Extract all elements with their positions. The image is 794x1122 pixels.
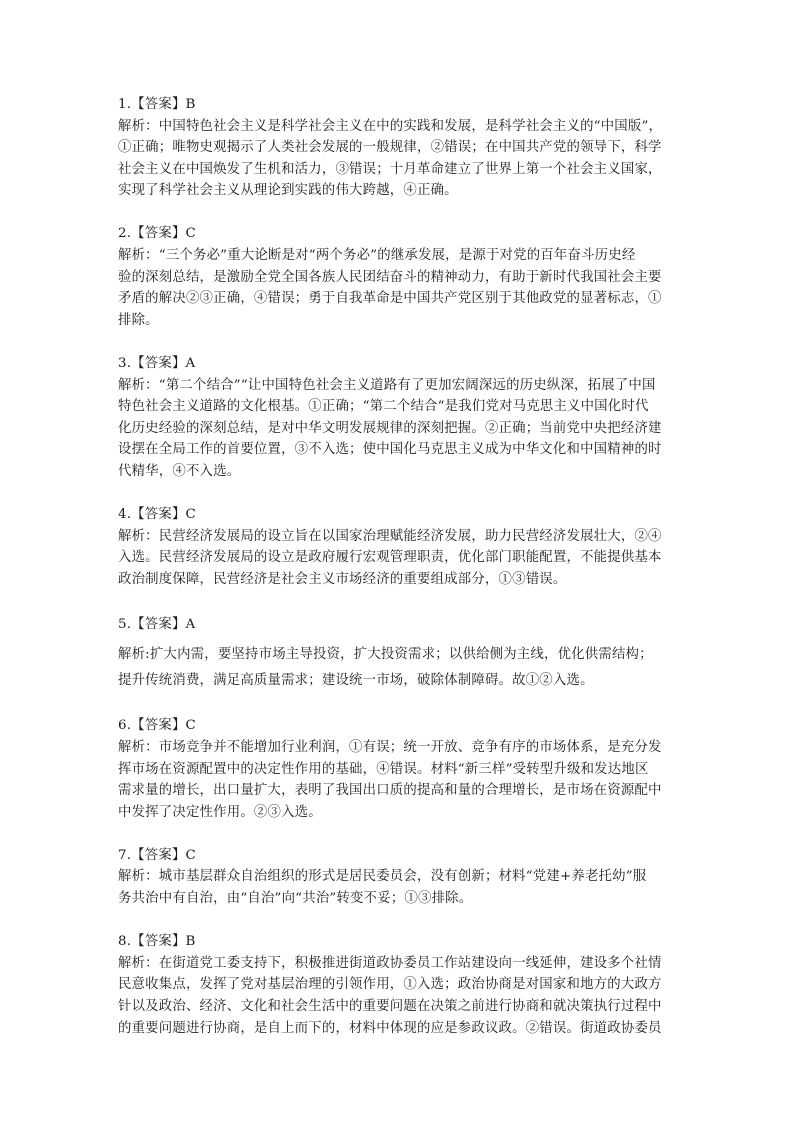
answer-heading: 4.【答案】C <box>118 507 196 522</box>
explanation-line: 的重要问题进行协商，是自上而下的，材料中体现的应是参政议政。②错误。街道政协委员 <box>118 1020 662 1036</box>
explanation-line: ①正确；唯物史观揭示了人类社会发展的一般规律，②错误；在中国共产党的领导下，科学 <box>118 140 662 156</box>
explanation-line: 务共治中有自治，由“自治”向“共治”转变不妥；①③排除。 <box>118 891 473 907</box>
explanation-line: 矛盾的解决②③正确，④错误；勇于自我革命是中国共产党区别于其他政党的显著标志，① <box>118 291 662 307</box>
explanation-line: 社会主义在中国焕发了生机和活力，③错误；十月革命建立了世界上第一个社会主义国家， <box>118 161 662 177</box>
explanation-line: 代精华，④不入选。 <box>118 463 241 479</box>
explanation-line: 解析：在街道党工委支持下，积极推进街道政协委员工作站建设向一线延伸，建设多个社情 <box>118 955 662 971</box>
explanation-line: 设摆在全局工作的首要位置，③不入选；使中国化马克思主义成为中华文化和中国精神的时 <box>118 442 662 458</box>
explanation-line: 解析：“第二个结合”“让中国特色社会主义道路有了更加宏阔深远的历史纵深，拓展了中国 <box>118 377 656 393</box>
answer-heading: 7.【答案】C <box>118 847 196 863</box>
explanation-line: 入选。民营经济发展局的设立是政府履行宏观管理职责，优化部门职能配置，不能提供基本 <box>118 550 662 566</box>
answer-heading: 1.【答案】B <box>118 97 196 112</box>
answer-item-1 <box>118 94 683 202</box>
answer-item-8 <box>118 931 683 1039</box>
explanation-line: 解析：“三个务必”重大论断是对“两个务必”的继承发展，是源于对党的百年奋斗历史经 <box>118 248 636 264</box>
explanation-line: 实现了科学社会主义从理论到实践的伟大跨越，④正确。 <box>118 183 458 199</box>
explanation-line: 政治制度保障，民营经济是社会主义市场经济的重要组成部分，①③错误。 <box>118 571 567 587</box>
explanation-line: 需求量的增长，出口量扩大，表明了我国出口质的提高和量的合理增长，是市场在资源配中 <box>118 783 662 799</box>
explanation-line: 解析：中国特色社会主义是科学社会主义在中的实践和发展，是科学社会主义的“中国版”， <box>118 118 663 134</box>
explanation-line: 挥市场在资源配置中的决定性作用的基础，④错误。材料“新三样”受转型升级和发达地区 <box>118 761 649 777</box>
explanation-line: 特色社会主义道路的文化根基。①正确；“第二个结合“是我们党对马克思主义中国化时代 <box>118 399 649 415</box>
answer-heading: 3.【答案】A <box>118 355 196 371</box>
explanation-line: 解析：城市基层群众自治组织的形式是居民委员会，没有创新；材料“党建+养老托幼”服 <box>118 869 647 885</box>
explanation-line: 解析:扩大内需，要坚持市场主导投资，扩大投资需求；以供给侧为主线，优化供需结构； <box>118 646 653 662</box>
answer-item-5 <box>118 612 683 694</box>
answer-heading: 5.【答案】A <box>118 616 196 632</box>
answer-heading: 8.【答案】B <box>118 934 196 950</box>
answer-item-6 <box>118 715 683 823</box>
explanation-line: 解析：民营经济发展局的设立旨在以国家治理赋能经济发展，助力民营经济发展壮大，②④ <box>118 528 662 544</box>
explanation-line: 民意收集点，发挥了党对基层治理的引领作用，①入选；政治协商是对国家和地方的大政方 <box>118 977 662 993</box>
answer-item-7 <box>118 845 683 910</box>
explanation-line: 针以及政治、经济、文化和社会生活中的重要问题在决策之前进行协商和就决策执行过程中 <box>118 998 662 1014</box>
answer-heading: 6.【答案】C <box>118 718 196 734</box>
answer-item-4 <box>118 504 683 590</box>
explanation-line: 验的深刻总结，是激励全党全国各族人民团结奋斗的精神动力，有助于新时代我国社会主要 <box>118 269 662 285</box>
answer-sheet <box>118 94 683 1039</box>
answer-item-3 <box>118 353 683 483</box>
explanation-line: 中发挥了决定性作用。②③入选。 <box>118 804 322 820</box>
explanation-line: 提升传统消费，满足高质量需求；建设统一市场，破除体制障碍。故①②入选。 <box>118 672 594 688</box>
explanation-line: 化历史经验的深刻总结，是对中华文明发展规律的深刻把握。②正确；当前党中央把经济建 <box>118 420 662 436</box>
answer-heading: 2.【答案】C <box>118 226 196 242</box>
explanation-line: 解析：市场竞争并不能增加行业利润，①有误；统一开放、竞争有序的市场体系，是充分发 <box>118 739 662 755</box>
explanation-line: 排除。 <box>118 312 159 328</box>
answer-item-2 <box>118 223 683 331</box>
